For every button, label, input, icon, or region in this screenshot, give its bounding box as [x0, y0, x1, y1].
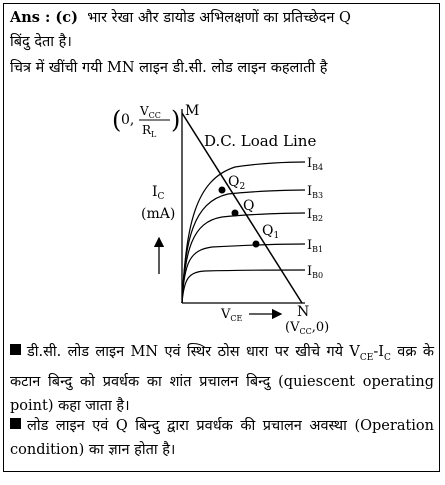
curve-ib0	[182, 270, 305, 303]
m-coord-num: $V_{CC}$	[140, 104, 161, 120]
m-coord-den: $R_L$	[142, 123, 157, 139]
point-q1	[253, 241, 260, 248]
label-n: N	[297, 304, 310, 320]
label-ib2: $I_{B2}$	[307, 207, 324, 223]
curve-ib1	[182, 244, 305, 303]
answer-line-3: चित्र में खींची गयी MN लाइन डी.सी. लोड लाइन कहलाती है	[10, 60, 328, 76]
answer-line-2: बिंदु देता है।	[10, 34, 72, 50]
answer-label: Ans : (c)	[10, 9, 78, 26]
label-ib3: $I_{B3}$	[307, 184, 324, 200]
label-ib4: $I_{B4}$	[307, 156, 324, 172]
point-q	[232, 210, 239, 217]
label-q2: $Q_2$	[228, 174, 246, 192]
label-ib1: $I_{B1}$	[307, 238, 324, 254]
m-coord-open: (	[112, 106, 122, 134]
n-coord: $(V_{CC},0)$	[285, 320, 330, 336]
bullet-square-icon	[10, 418, 21, 429]
y-axis-label: $I_C$	[152, 184, 165, 202]
bullet-square-icon	[10, 344, 21, 355]
label-ib0: $I_{B0}$	[307, 264, 324, 280]
label-q1: $Q_1$	[262, 223, 280, 241]
x-axis-label: $V_{CE}$	[221, 307, 243, 323]
label-q: Q	[243, 198, 255, 214]
point-q2	[219, 187, 226, 194]
m-coord-close: )	[171, 106, 181, 134]
answer-text: भार रेखा और डायोड अभिलक्षणों का प्रतिच्छेदन Q	[87, 10, 351, 26]
dc-load-line-label: D.C. Load Line	[204, 132, 317, 150]
m-coord-a: 0,	[121, 112, 135, 128]
y-axis-unit: (mA)	[141, 206, 176, 222]
body-paragraph-1: डी.सी. लोड लाइन MN एवं स्थिर ठोस धारा पर खीचे गये $V_{CE}-I_C$ वक्र के कटान बिन्दु को प्रवर्धक का शांत प्रचालन बिन्दु (quiescent operating point) कहा जाता है।	[10, 344, 434, 414]
label-m: M	[185, 103, 200, 119]
body-paragraph-2: लोड लाइन एवं Q बिन्दु द्वारा प्रवर्धक की प्रचालन अवस्था (Operation condition) का ज्ञान होता है।	[10, 418, 434, 458]
curve-ib2	[182, 213, 305, 303]
